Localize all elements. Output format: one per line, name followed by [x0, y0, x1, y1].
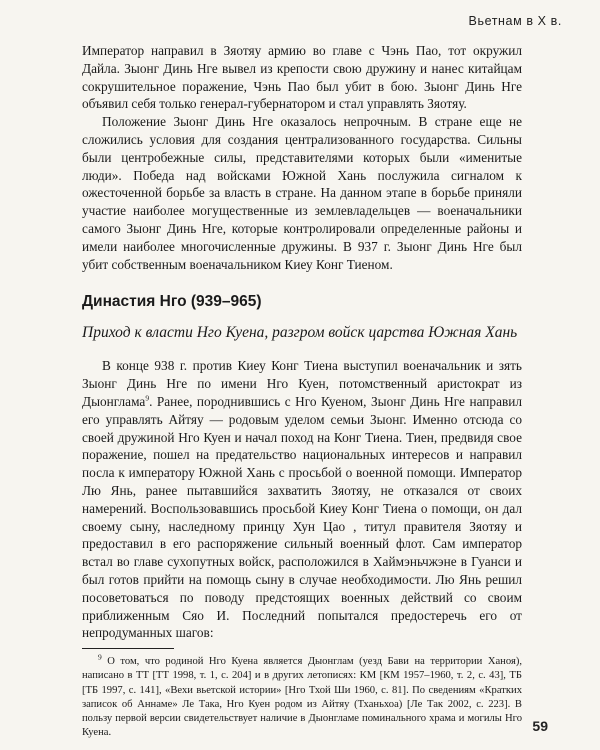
paragraph-3-part-1: В конце 938 г. против Киеу Конг Тиена выступил военачальник и зять Зыонг Динь Нге по имени Нго Куен, потомственный аристократ из Дыонглама	[82, 358, 522, 409]
running-header: Вьетнам в X в.	[468, 14, 562, 28]
paragraph-1: Император направил в Зяотяу армию во главе с Чэнь Пао, тот окружил Дайла. Зыонг Динь Нге вывел из крепости свою дружину и нанес китайцам сокрушительное поражение, Чэнь Пао был убит в бою. Зыонг Динь Нге объявил себя только генерал-губернатором и стал управлять Зяотяу.	[82, 43, 522, 112]
section-title: Династия Нго (939–965)	[82, 293, 262, 311]
footnote-text: О том, что родиной Нго Куена является Дыонглам (уезд Бави на территории Ханоя), написано в ТТ [ТТ 1998, т. 1, с. 204] и в других летописях: КМ [КМ 1957–1960, т. 2, с. 43], ТБ [ТБ 1997, с. 141], «Вехи вьетской истории» [Нго Тхой Ши 1960, с. 81]. По сведениям «Кратких записок об Аннаме» Ле Така, Нго Куен родом из Айтяу (Тханьхоа) [Ле Так 2002, с. 223]. В пользу первой версии свидетельствует наличие в Дыонгламе поминального храма и могилы Нго Куена.	[82, 656, 522, 739]
footnote	[82, 652, 522, 740]
footnote-mark: 9	[98, 652, 102, 662]
footnote-divider	[82, 648, 174, 649]
paragraph-3-part-2: . Ранее, породнившись с Нго Куеном, Зыонг Динь Нге направил его управлять Айтяу — родовым уделом семьи Зыонг. Именно отсюда со своей дружиной Нго Куен и начал поход на Конг Тиена. Тиен, предвидя свое поражение, пошел на предательство национальных интересов и направил посла к императору Южной Хань с просьбой о военной помощи. Император Лю Янь, ранее пытавшийся захватить Зяотяу, не отказался от своих намерений. Воспользовавшись просьбой Киеу Конг Тиена о помощи, он дал своему сыну, наследному принцу Хун Цао , титул правителя Зяотяу и предоставил в его распоряжение сильный военный флот. Сам император встал во главе сухопутных войск, расположился в Хаймэньчжэне в Гуанси и был готов прийти на помощь сыну в случае необходимости. Лю Янь решил посоветоваться по поводу предстоящих военных действий со своим приближенным Сяо И. Последний попытался предостеречь его от непродуманных шагов:	[82, 393, 522, 641]
subsection-title: Приход к власти Нго Куена, разгром войск царства Южная Хань	[82, 324, 518, 342]
footnote-reference[interactable]: 9	[145, 393, 150, 403]
paragraph-3	[82, 357, 522, 642]
page-content	[82, 42, 522, 740]
paragraph-2: Положение Зыонг Динь Нге оказалось непрочным. В стране еще не сложились условия для создания централизованного государства. Сильны были центробежные силы, представителями которых были «именитые люди». Победа над войсками Южной Хань послужила сигналом к ожесточенной борьбе за власть в стране. На данном этапе в борьбе приняли участие наиболее могущественные из землевладельцев — военачальники самого Зыонг Динь Нге, которые контролировали определенные районы и имели наиболее многочисленные дружины. В 937 г. Зыонг Динь Нге был убит собственным военачальником Киеу Конг Тиеном.	[82, 114, 522, 272]
page-number: 59	[532, 718, 548, 734]
